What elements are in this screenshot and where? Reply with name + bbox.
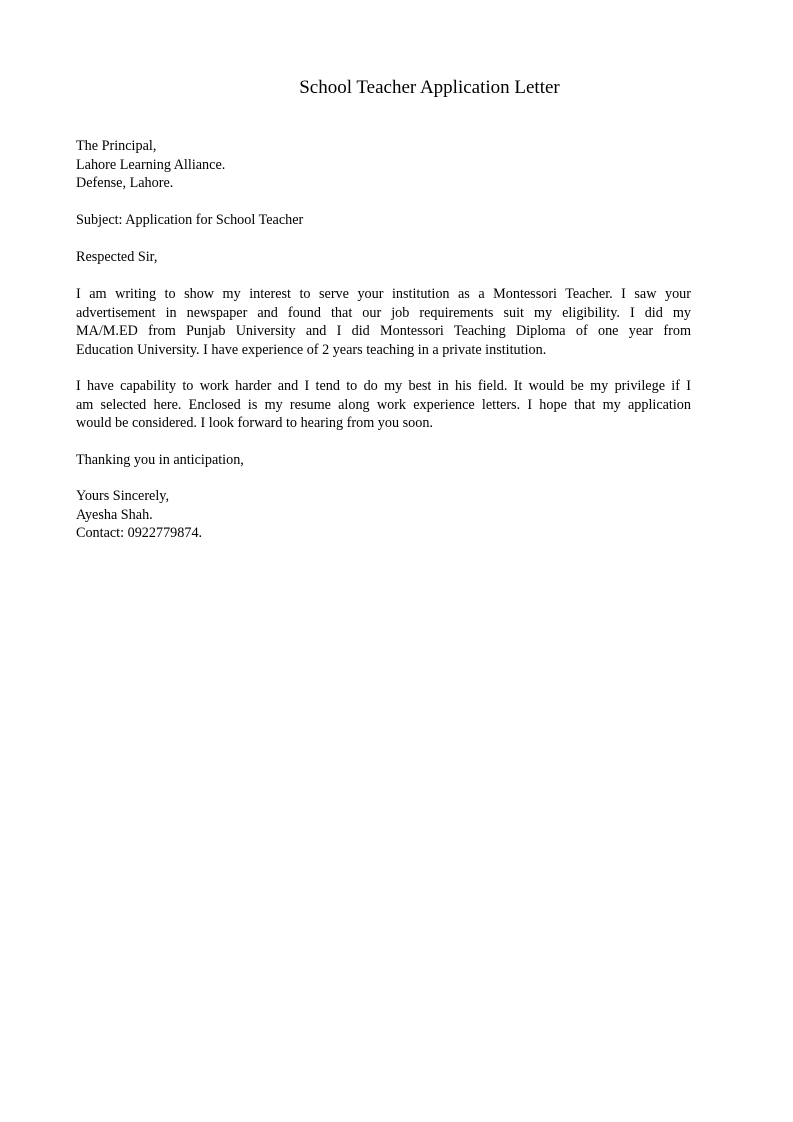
paragraph-line: MA/M.ED from Punjab University and I did Montessori Teaching Diploma of one year from: [76, 323, 691, 339]
paragraph-line: am selected here. Enclosed is my resume along work experience letters. I hope that my application: [76, 396, 691, 413]
contact-number: Contact: 0922779874.: [76, 525, 203, 541]
signature-line: Yours Sincerely,: [76, 488, 170, 504]
paragraph-line: I have capability to work harder and I tend to do my best in his field. It would be my privilege if I: [76, 378, 691, 394]
paragraph-line: advertisement in newspaper and found that our job requirements suit my eligibility. I did my: [76, 304, 691, 321]
paragraph-line: would be considered. I look forward to hearing from you soon.: [76, 415, 433, 431]
recipient-line: Lahore Learning Alliance.: [76, 156, 226, 173]
closing: [76, 451, 691, 470]
closing-text: Thanking you in anticipation,: [76, 452, 244, 468]
signature-name: Ayesha Shah.: [76, 506, 153, 523]
paragraph-line: I am writing to show my interest to serve your institution as a Montessori Teacher. I saw your: [76, 286, 691, 302]
recipient-address: [76, 137, 691, 193]
salutation-text: Respected Sir,: [76, 249, 158, 265]
subject-text: Subject: Application for School Teacher: [76, 212, 304, 228]
salutation: [76, 248, 691, 267]
paragraph-1: [76, 285, 691, 359]
subject-line: [76, 211, 691, 230]
paragraph-line: Education University. I have experience of 2 years teaching in a private institution.: [76, 341, 547, 358]
paragraph-2: [76, 377, 691, 433]
signature-block: [76, 487, 691, 543]
document-title: School Teacher Application Letter: [299, 77, 560, 98]
recipient-line: The Principal,: [76, 138, 157, 154]
recipient-line: Defense, Lahore.: [76, 175, 174, 191]
